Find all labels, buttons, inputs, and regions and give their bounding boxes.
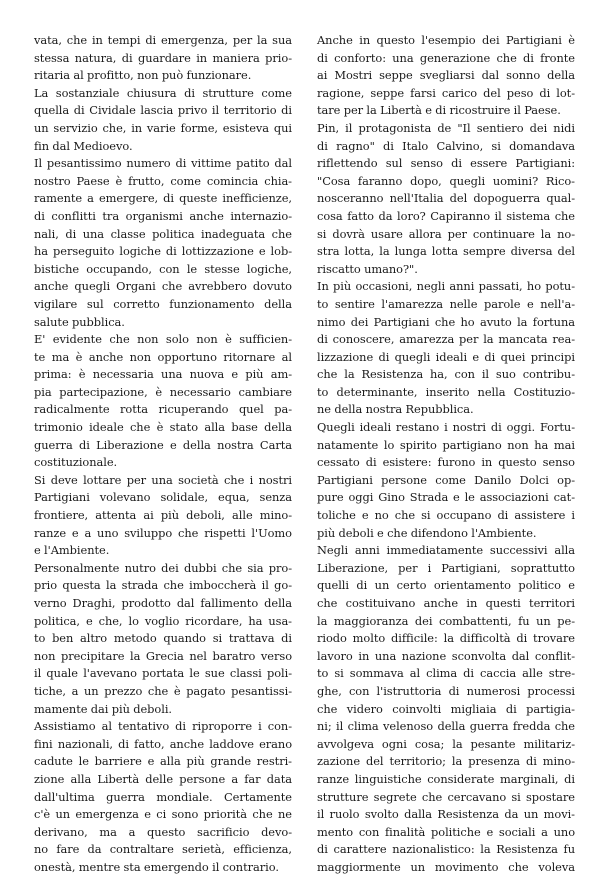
text-line: riodo molto difficile: la difficoltà di trovare (317, 631, 575, 646)
paragraph (317, 419, 575, 542)
text-line: E' evidente che non solo non è sufficien- (34, 332, 292, 347)
text-line: pure oggi Gino Strada e le associazioni cat- (317, 490, 575, 505)
text-line: quelli di un certo orientamento politico e (317, 578, 575, 593)
text-line: vata, che in tempi di emergenza, per la sua (34, 33, 292, 47)
text-line: anche quegli Organi che avrebbero dovuto (34, 279, 292, 294)
text-line: cosa fatto da loro? Capiranno il sistema che (317, 208, 575, 223)
text-line: ha perseguito logiche di lottizzazione e lob- (34, 244, 292, 259)
text-line: derivano, ma a questo sacrificio devo- (34, 824, 292, 839)
text-line: te ma è anche non opportuno ritornare al (34, 349, 292, 364)
text-line: nimo dei Partigiani che ho avuto la fortuna (317, 314, 575, 329)
text-line: Pin, il protagonista de "Il sentiero dei nidi (317, 120, 575, 135)
text-line: ritaria al profitto, non può funzionare. (34, 68, 252, 83)
text-line: politica, e che, lo voglio ricordare, ha usa- (34, 613, 292, 628)
text-line: costituzionale. (34, 455, 118, 470)
text-line: che videro coinvolti migliaia di partigia- (317, 701, 575, 716)
text-line: tiche, a un prezzo che è pagato pesantissi- (34, 683, 292, 698)
text-line: di ragno" di Italo Calvino, si domandava (317, 138, 575, 153)
text-line: nali, di una classe politica inadeguata che (34, 226, 292, 241)
text-line: to si sommava al clima di caccia alle stre- (317, 666, 575, 681)
text-line: vigilare sul corretto funzionamento della (34, 296, 292, 311)
text-line: guerra di Liberazione e della nostra Carta (34, 437, 292, 452)
text-line: to ben altro metodo quando si trattava di (34, 631, 292, 646)
text-line: c'è un emergenza e ci sono priorità che ne (34, 807, 292, 822)
text-line: quella di Cividale lascia privo il territorio di (34, 103, 292, 118)
paragraph (34, 560, 292, 718)
text-line: un servizio che, in varie forme, esisteva qui (34, 120, 292, 135)
text-line: e l'Ambiente. (34, 543, 110, 558)
text-line: bistiche occupando, con le stesse logiche, (34, 261, 292, 276)
text-line: ne della nostra Repubblica. (317, 402, 474, 417)
paragraph (317, 32, 575, 120)
text-line: ramente a emergere, di queste inefficienze, (34, 191, 292, 206)
text-line: trimonio ideale che è stato alla base della (34, 420, 292, 435)
text-line: la maggioranza dei combattenti, fu un pe- (317, 613, 575, 628)
text-line: non precipitare la Grecia nel baratro verso (34, 648, 292, 663)
text-line: lavoro in una nazione sconvolta dal conflit- (317, 648, 575, 663)
text-line: mamente dai più deboli. (34, 701, 172, 716)
text-line: pia partecipazione, è necessario cambiare (34, 384, 292, 399)
text-line: La sostanziale chiusura di strutture come (34, 85, 292, 100)
text-line: stra lotta, la lunga lotta sempre diversa del (317, 244, 575, 259)
text-line: ranze e a uno sviluppo che rispetti l'Uomo (34, 525, 292, 540)
text-line: no fare da contraltare serietà, efficienza, (34, 842, 292, 857)
text-line: zazione del territorio; la presenza di mino- (317, 754, 575, 769)
text-line: toliche e no che si occupano di assistere i (317, 508, 575, 523)
text-line: Assistiamo al tentativo di riproporre i con- (34, 719, 292, 734)
text-line: ranze linguistiche considerate marginali, di (317, 771, 575, 786)
paragraph (34, 85, 292, 155)
text-line: cessato di esistere: furono in questo senso (317, 455, 575, 470)
text-line: Anche in questo l'esempio dei Partigiani è (317, 33, 575, 47)
text-line: che costituivano anche in questi territori (317, 596, 575, 610)
text-line: Partigiani volevano solidale, equa, senza (34, 490, 292, 505)
paragraph (34, 472, 292, 560)
text-line: riscatto umano?". (317, 261, 418, 276)
text-line: ragione, seppe farsi carico del peso di lot- (317, 85, 575, 100)
text-line: di carattere nazionalistico: la Resistenza fu (317, 842, 575, 857)
text-line: nostro Paese è frutto, come comincia chia- (34, 173, 292, 188)
text-line: to determinante, inserito nella Costituzio- (317, 384, 575, 399)
right-text-column (317, 32, 575, 877)
text-line: zione alla Libertà delle persone a far data (34, 771, 292, 786)
paragraph (317, 542, 575, 876)
paragraph (34, 32, 292, 85)
text-line: frontiere, attenta ai più deboli, alle mino- (34, 508, 292, 523)
text-line: verno Draghi, prodotto dal fallimento della (34, 596, 292, 610)
left-text-column (34, 32, 292, 877)
text-line: di conoscere, amarezza per la mancata rea- (317, 332, 575, 347)
text-line: ghe, con l'istruttoria di numerosi processi (317, 683, 575, 698)
text-line: lizzazione di quegli ideali e di quei principi (317, 349, 575, 364)
text-line: tare per la Libertà e di ricostruire il Paese. (317, 103, 561, 118)
text-line: il ruolo svolto dalla Resistenza da un movi- (317, 807, 575, 822)
text-line: ai Mostri seppe svegliarsi dal sonno della (317, 68, 575, 83)
text-line: cadute le barriere e alla più grande restri- (34, 754, 292, 769)
text-line: radicalmente rotta ricuperando quel pa- (34, 402, 292, 417)
text-line: che la Resistenza ha, con il suo contribu- (317, 367, 575, 382)
text-line: nosceranno nell'Italia del dopoguerra qual- (317, 191, 575, 206)
text-line: dall'ultima guerra mondiale. Certamente (34, 789, 292, 804)
text-line: prima: è necessaria una nuova e più am- (34, 367, 292, 382)
text-line: stessa natura, di guardare in maniera prio- (34, 50, 292, 65)
text-line: Si deve lottare per una società che i nostri (34, 472, 292, 487)
text-line: prio questa la strada che imboccherà il go- (34, 578, 292, 593)
text-line: maggiormente un movimento che voleva (317, 859, 575, 874)
text-line: Liberazione, per i Partigiani, soprattutto (317, 560, 575, 575)
text-line: Personalmente nutro dei dubbi che sia pro- (34, 560, 292, 575)
text-line: onestà, mentre sta emergendo il contrario. (34, 859, 279, 874)
text-line: to sentire l'amarezza nelle parole e nell'a- (317, 296, 575, 311)
text-line: Partigiani persone come Danilo Dolci op- (317, 472, 575, 487)
text-line: Il pesantissimo numero di vittime patito dal (34, 156, 292, 171)
text-line: salute pubblica. (34, 314, 125, 329)
paragraph (34, 331, 292, 472)
paragraph (317, 120, 575, 278)
text-line: In più occasioni, negli anni passati, ho potu- (317, 279, 575, 294)
paragraph (34, 718, 292, 876)
text-line: natamente lo spirito partigiano non ha mai (317, 437, 575, 452)
text-line: mento con finalità politiche e sociali a uno (317, 824, 575, 839)
text-line: più deboli e che difendono l'Ambiente. (317, 525, 537, 540)
text-line: di conflitti tra organismi anche internazio- (34, 208, 292, 223)
text-line: "Cosa faranno dopo, quegli uomini? Rico- (317, 173, 575, 188)
text-line: Negli anni immediatamente successivi alla (317, 543, 575, 558)
text-line: di conforto: una generazione che di fronte (317, 50, 575, 65)
paragraph (34, 155, 292, 331)
text-line: il quale l'avevano portata le sue classi poli- (34, 666, 292, 681)
text-line: avvolgeva ogni cosa; la pesante militariz- (317, 736, 575, 751)
text-line: fin dal Medioevo. (34, 138, 133, 153)
text-line: strutture segrete che cercavano si spostare (317, 789, 575, 804)
text-line: riflettendo sul senso di essere Partigiani: (317, 156, 575, 171)
text-line: ni; il clima velenoso della guerra fredda che (317, 719, 575, 734)
text-line: Quegli ideali restano i nostri di oggi. Fortu- (317, 420, 575, 435)
text-line: si dovrà usare allora per continuare la no- (317, 226, 575, 241)
paragraph (317, 278, 575, 419)
text-line: fini nazionali, di fatto, anche laddove erano (34, 736, 292, 751)
